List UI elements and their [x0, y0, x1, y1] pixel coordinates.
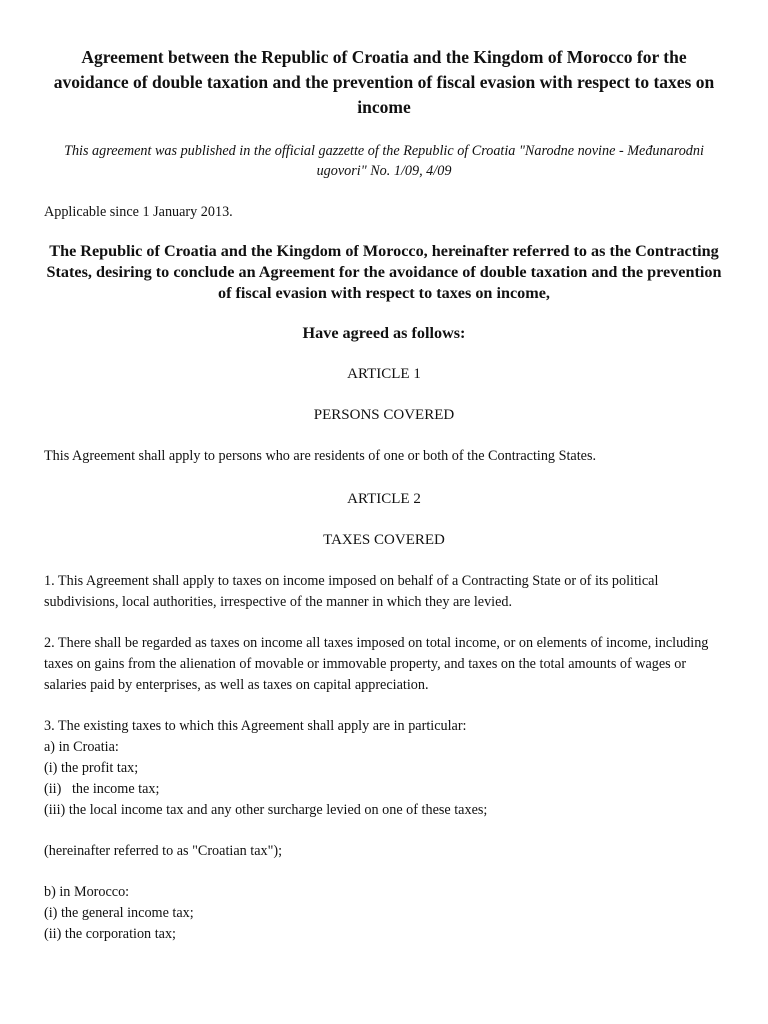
article-2-paragraph-1: 1. This Agreement shall apply to taxes on income imposed on behalf of a Contracting State or of its political subdivisions, local authorities, irrespective of the manner in which they are levied. [44, 573, 659, 610]
croatia-item: (iii) the local income tax and any other surcharge levied on one of these taxes; [44, 802, 488, 818]
article-2-number: ARTICLE 2 [347, 491, 421, 507]
article-2-heading: TAXES COVERED [323, 532, 445, 548]
article-2-paragraph-3-intro: 3. The existing taxes to which this Agreement shall apply are in particular: [44, 718, 467, 734]
croatia-item: (i) the profit tax; [44, 760, 139, 776]
morocco-item: (ii) the corporation tax; [44, 926, 176, 942]
article-1-number: ARTICLE 1 [347, 366, 421, 382]
document-title: Agreement between the Republic of Croatia and the Kingdom of Morocco for the avoidance of double taxation and the prevention of fiscal evasion with respect to taxes on income [53, 47, 715, 117]
article-1-text: This Agreement shall apply to persons who are residents of one or both of the Contracting States. [44, 448, 597, 464]
applicable-date: Applicable since 1 January 2013. [44, 204, 233, 220]
croatian-tax-reference: (hereinafter referred to as "Croatian tax"); [44, 843, 283, 859]
agreed-statement: Have agreed as follows: [302, 324, 466, 342]
croatia-item: (ii) the income tax; [44, 781, 160, 797]
morocco-label: b) in Morocco: [44, 884, 130, 900]
gazette-note: This agreement was published in the official gazzette of the Republic of Croatia "Narodne novine - Međunarodni ugovori" No. 1/09, 4/09 [64, 143, 704, 179]
preamble: The Republic of Croatia and the Kingdom of Morocco, hereinafter referred to as the Contracting States, desiring to conclude an Agreement for the avoidance of double taxation and the prevention of fiscal evasion with respect to taxes on income, [46, 242, 722, 302]
article-2-paragraph-2: 2. There shall be regarded as taxes on income all taxes imposed on total income, or on elements of income, including taxes on gains from the alienation of movable or immovable property, and taxes on the total amounts of wages or salaries paid by enterprises, as well as taxes on capital appreciation. [44, 635, 709, 693]
article-1-heading: PERSONS COVERED [313, 407, 455, 423]
croatia-label: a) in Croatia: [44, 739, 119, 755]
morocco-item: (i) the general income tax; [44, 905, 194, 921]
